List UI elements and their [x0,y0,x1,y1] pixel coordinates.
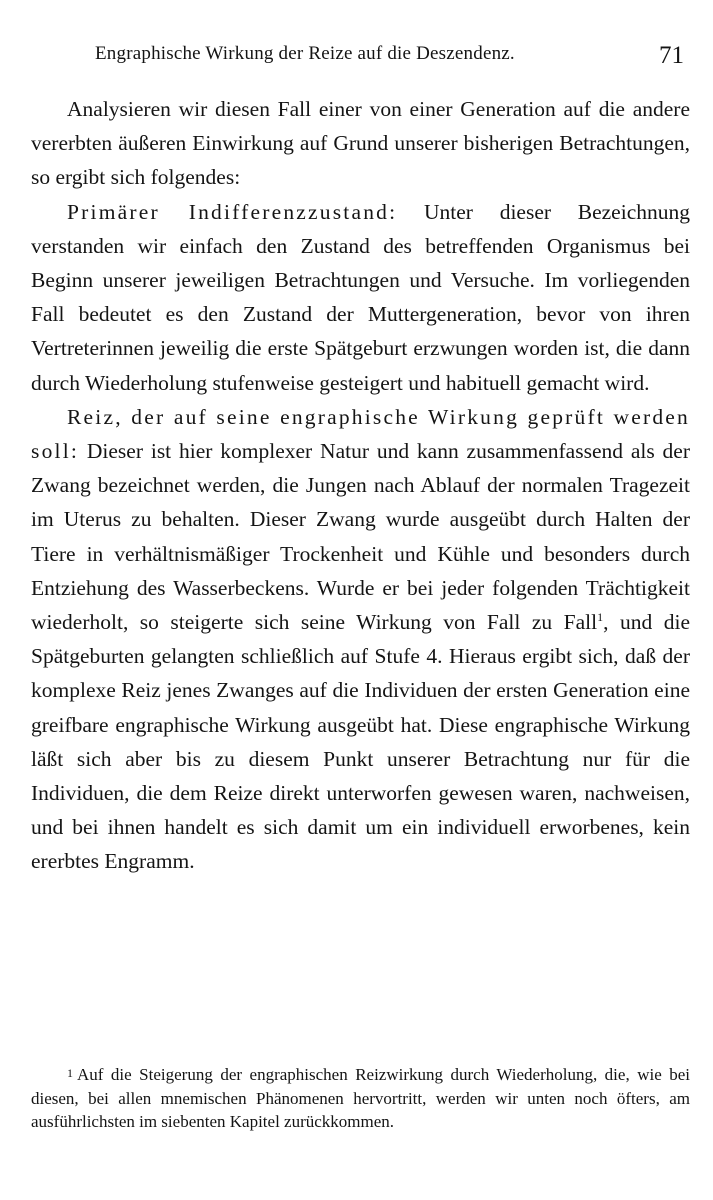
footnote-text: Auf die Steigerung der engraphischen Reizwirkung durch Wiederholung, die, wie bei diesen, bei allen mnemischen Phänomenen hervortritt, werden wir unten noch öfters, am ausführlichsten im siebenten Kapitel zurückkommen. [31,1065,690,1131]
body-text [31,92,690,879]
footnote-marker: 1 [67,1066,73,1080]
paragraph-3-text-a: Dieser ist hier komplexer Natur und kann zusammenfassend als der Zwang bezeichnet werden, die Jungen nach Ablauf der normalen Tragezeit im Uterus zu behalten. Dieser Zwang wurde ausgeübt durch Halten der Tiere in verhältnismäßiger Trockenheit und Kühle und besonders durch Entziehung des Wasserbeckens. Wurde er bei jeder folgenden Trächtigkeit wiederholt, so steigerte sich seine Wirkung von Fall zu Fall [31,439,690,635]
page-number: 71 [659,42,684,69]
term-stimulus: Reiz, der auf seine engraphische Wirkung geprüft werden soll: [31,404,690,464]
paragraph-2-text: Unter dieser Bezeichnung verstanden wir einfach den Zustand des betreffenden Organismus bei Beginn unserer jeweiligen Betrachtungen und Versuche. Im vorliegenden Fall bedeutet es den Zustand der Muttergeneration, bevor von ihren Vertreterinnen jeweilig die erste Spätgeburt erzwungen worden ist, die dann durch Wiederholung stufenweise gesteigert und habituell gemacht wird. [31,199,690,395]
footnote [31,1062,690,1134]
paragraph-1-text: Analysieren wir diesen Fall einer von einer Generation auf die andere vererbten äußeren Einwirkung auf Grund unserer bisherigen Betrachtungen, so ergibt sich folgendes: [31,97,690,190]
paragraph-3-text-b: , und die Spätgeburten gelangten schließlich auf Stufe 4. Hieraus ergibt sich, daß der komplexe Reiz jenes Zwanges auf die Individuen der ersten Generation eine greifbare engraphische Wirkung ausgeübt hat. Diese engraphische Wirkung läßt sich aber bis zu diesem Punkt unserer Betrachtung nur für die Individuen, die dem Reize direkt unterworfen gewesen waren, nachweisen, und bei ihnen handelt es sich damit um ein individuell erworbenes, kein ererbtes Engramm. [31,610,690,874]
term-primary-indifference-state: Primärer Indifferenzzustand: [67,199,398,224]
paragraph-3 [31,400,690,879]
running-header [95,36,690,72]
footnote-paragraph [31,1062,690,1134]
paragraph-2 [31,195,690,400]
running-header-title: Engraphische Wirkung der Reize auf die Deszendenz. [95,43,515,64]
footnote-reference: 1 [597,610,604,625]
paragraph-1 [31,92,690,195]
